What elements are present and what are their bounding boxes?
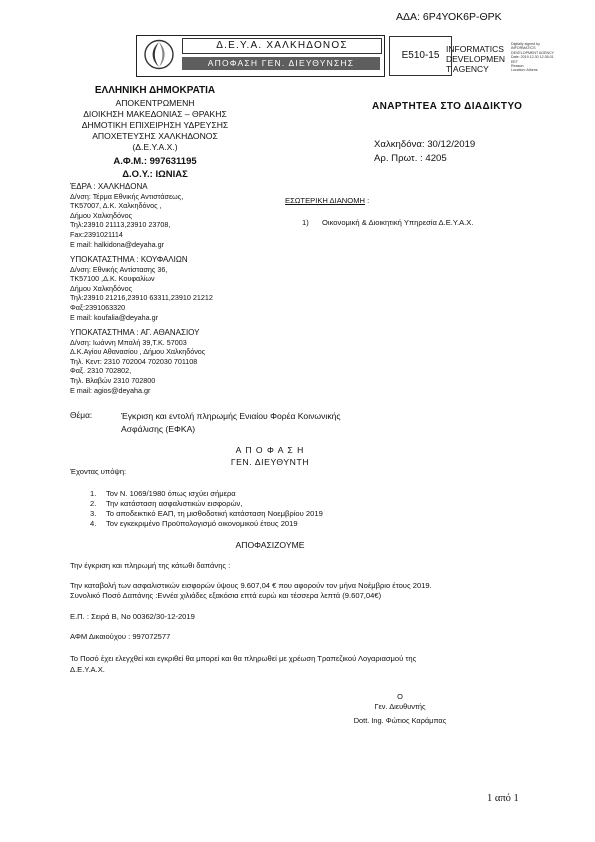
branch-line: Τηλ:23910 21216,23910 63311,23910 21212 — [70, 293, 213, 303]
deyax-logo-icon — [140, 38, 178, 71]
branch-line: Τηλ. Κεντ: 2310 702004 702030 701108 — [70, 356, 198, 366]
subject-line: Ασφάλισης (ΕΦΚΑ) — [121, 424, 196, 434]
considerations-list — [90, 489, 323, 529]
document-date: Χαλκηδόνα: 30/12/2019 — [374, 139, 476, 150]
decision-subtitle: ΓΕΝ. ΔΙΕΥΘΥΝΤΗ — [230, 457, 310, 467]
signature-agency-label — [446, 44, 505, 74]
branch-line: Τηλ. Βλαβών 2310 702800 — [70, 375, 156, 385]
internal-distribution-colon: : — [365, 196, 370, 205]
item-text: Την κατάσταση ασφαλιστικών εισφορών, — [106, 499, 243, 508]
stamp-line: EET — [511, 59, 518, 64]
agency-line-3: T AGENCY — [446, 64, 489, 74]
stamp-line: DEVELOPMENT AGENCY — [511, 50, 555, 55]
signatory-name: Dott. Ing. Φώτιος Καράμπας — [353, 716, 447, 725]
item-number: 4. — [90, 519, 97, 528]
sender-afm: Α.Φ.Μ.: 997631195 — [113, 156, 197, 167]
consideration-item — [90, 499, 323, 509]
agency-line-1: INFORMATICS — [446, 44, 504, 54]
payment-details — [70, 581, 432, 601]
seat-block — [70, 182, 183, 249]
seat-line: Τηλ:23910 21113,23910 23708, — [70, 220, 171, 230]
item-number: 2. — [90, 499, 97, 508]
decision-title: Α Π Ο Φ Α Σ Η — [235, 445, 305, 455]
subject-label: Θέμα: — [70, 410, 93, 420]
subject-line: Έγκριση και εντολή πληρωμής Ενιαίου Φορέα Κοινωνικής — [121, 411, 341, 421]
branch-title: ΥΠΟΚΑΤΑΣΤΗΜΑ : ΚΟΥΦΑΛΙΩΝ — [70, 255, 188, 264]
item-text: Τον εγκεκριμένο Προϋπολογισμό οικονομικού έτους 2019 — [106, 519, 298, 528]
seat-line: Δήμου Χαλκηδόνος — [70, 210, 133, 220]
internal-distribution-item: Οικονομική & Διοικητική Υπηρεσία Δ.Ε.Υ.Α.Χ. — [322, 218, 474, 227]
branch-agios-athanasios-block — [70, 328, 205, 395]
payment-total: Συνολικό Ποσό Δαπάνης :Εννέα χιλιάδες εξακόσια επτά ευρώ και τέσσερα λεπτά (9.607,04€) — [70, 591, 382, 600]
header-subtitle: ΑΠΟΦΑΣΗ ΓΕΝ. ΔΙΕΥΘΥΝΣΗΣ — [182, 57, 380, 70]
stamp-line: Location: Athens — [511, 68, 538, 73]
republic-title: ΕΛΛΗΝΙΚΗ ΔΗΜΟΚΡΑΤΙΑ — [94, 85, 216, 96]
seat-email: E mail: halkidona@deyaha.gr — [70, 239, 164, 249]
document-code: Ε510-15 — [389, 36, 452, 76]
signature-article: Ο — [397, 692, 403, 701]
branch-koufalia-block — [70, 255, 213, 322]
seat-line: Δ/νση: Τέρμα Εθνικής Αντιστάσεως, — [70, 191, 184, 201]
protocol-number: Αρ. Πρωτ. : 4205 — [374, 153, 447, 164]
stamp-line: INFORMATICS — [511, 46, 536, 51]
item-text: Τον Ν. 1069/1980 όπως ισχύει σήμερα — [106, 489, 236, 498]
branch-line: Δήμου Χαλκηδόνος — [70, 283, 133, 293]
seat-title: ΈΔΡΑ : ΧΑΛΚΗΔΟΝΑ — [70, 182, 148, 191]
internal-distribution-title: ΕΣΩΤΕΡΙΚΗ ΔΙΑΝΟΜΗ — [285, 196, 366, 205]
sender-line: ΑΠΟΚΕΝΤΡΩΜΕΝΗ — [115, 98, 195, 108]
signature-title: Γεν. Διευθυντής — [374, 702, 426, 711]
header-org-name: Δ.Ε.Υ.Α. ΧΑΛΚΗΔΟΝΟΣ — [182, 38, 382, 54]
seat-line: Fax:2391021114 — [70, 229, 123, 239]
agency-line-2: DEVELOPMEN — [446, 54, 506, 64]
digital-signature-stamp — [511, 42, 554, 73]
item-text: Το αποδεικτικό ΕΑΠ, τη μισθοδοτική κατάσταση Νοεμβρίου 2019 — [106, 509, 323, 518]
sender-org-lines — [55, 98, 255, 153]
page-number: 1 από 1 — [487, 793, 519, 804]
sender-doy: Δ.Ο.Υ.: ΙΩΝΙΑΣ — [122, 169, 188, 180]
branch-line: ΤΚ57100 ,Δ.Κ. Κουφαλίων — [70, 274, 155, 284]
amount-line: Το Ποσό έχει ελεγχθεί και εγκριθεί θα μπορεί και θα πληρωθεί με χρέωση Τραπεζικού Λογαριασμού της — [70, 654, 417, 663]
stamp-line: Date: 2019.12.30 12:38:31 — [511, 55, 554, 60]
branch-line: Φαξ:2391063320 — [70, 302, 126, 312]
sender-line: ΔΙΟΙΚΗΣΗ ΜΑΚΕΔΟΝΙΑΣ – ΘΡΑΚΗΣ — [83, 109, 227, 119]
we-decide: ΑΠΟΦΑΣΙΖΟΥΜΕ — [235, 540, 305, 550]
subject-text — [121, 410, 341, 436]
having-regard: Έχοντας υπόψη: — [70, 467, 127, 476]
approval-statement: Την έγκριση και πληρωμή της κάτωθι δαπάνης : — [70, 561, 231, 570]
sender-line: ΑΠΟΧΕΤΕΥΣΗΣ ΧΑΛΚΗΔΟΝΟΣ — [92, 131, 218, 141]
amount-statement — [70, 653, 416, 675]
ada-number: ΑΔΑ: 6Ρ4ΥΟΚ6Ρ-ΘΡΚ — [396, 11, 502, 23]
stamp-line: Digitally signed by — [511, 42, 540, 46]
branch-line: Δ.Κ.Αγίου Αθανασίου , Δήμου Χαλκηδόνος — [70, 347, 206, 357]
branch-title: ΥΠΟΚΑΤΑΣΤΗΜΑ : ΑΓ. ΑΘΑΝΑΣΙΟΥ — [70, 328, 200, 337]
internal-distribution-number: 1) — [302, 218, 309, 227]
consideration-item — [90, 489, 323, 499]
consideration-item — [90, 519, 323, 529]
consideration-item — [90, 509, 323, 519]
seat-line: ΤΚ57007, Δ.Κ. Χαλκηδόνος , — [70, 201, 162, 211]
publish-notice: ΑΝΑΡΤΗΤΕΑ ΣΤΟ ΔΙΑΔΙΚΤΥΟ — [372, 101, 523, 112]
branch-line: Φαξ. 2310 702802, — [70, 366, 132, 376]
amount-line: Δ.Ε.Υ.Α.Χ. — [70, 665, 105, 674]
sender-line: ΔΗΜΟΤΙΚΗ ΕΠΙΧΕΙΡΗΣΗ ΥΔΡΕΥΣΗΣ — [81, 120, 229, 130]
internal-distribution-heading — [285, 196, 369, 206]
branch-email: E mail: agios@deyaha.gr — [70, 385, 151, 395]
item-number: 3. — [90, 509, 97, 518]
sender-line: (Δ.Ε.Υ.Α.Χ.) — [132, 142, 178, 152]
branch-line: Δ/νση: Εθνικής Αντίστασης 36, — [70, 264, 168, 274]
stamp-line: Reason: — [511, 64, 525, 69]
beneficiary-afm: ΑΦΜ Δικαιούχου : 997072577 — [70, 632, 171, 641]
payment-line: Την καταβολή των ασφαλιστικών εισφορών ύψους 9.607,04 € που αφορούν τον μήνα Νοέμβριο έτους 2019. — [70, 581, 432, 590]
item-number: 1. — [90, 489, 97, 498]
branch-email: E mail: koufalia@deyaha.gr — [70, 312, 159, 322]
branch-line: Δ/νση: Ιωάννη Μπαλή 39,Τ.Κ. 57003 — [70, 337, 187, 347]
payment-order-ref: Ε.Π. : Σειρά Β, Νο 00362/30-12-2019 — [70, 612, 195, 621]
